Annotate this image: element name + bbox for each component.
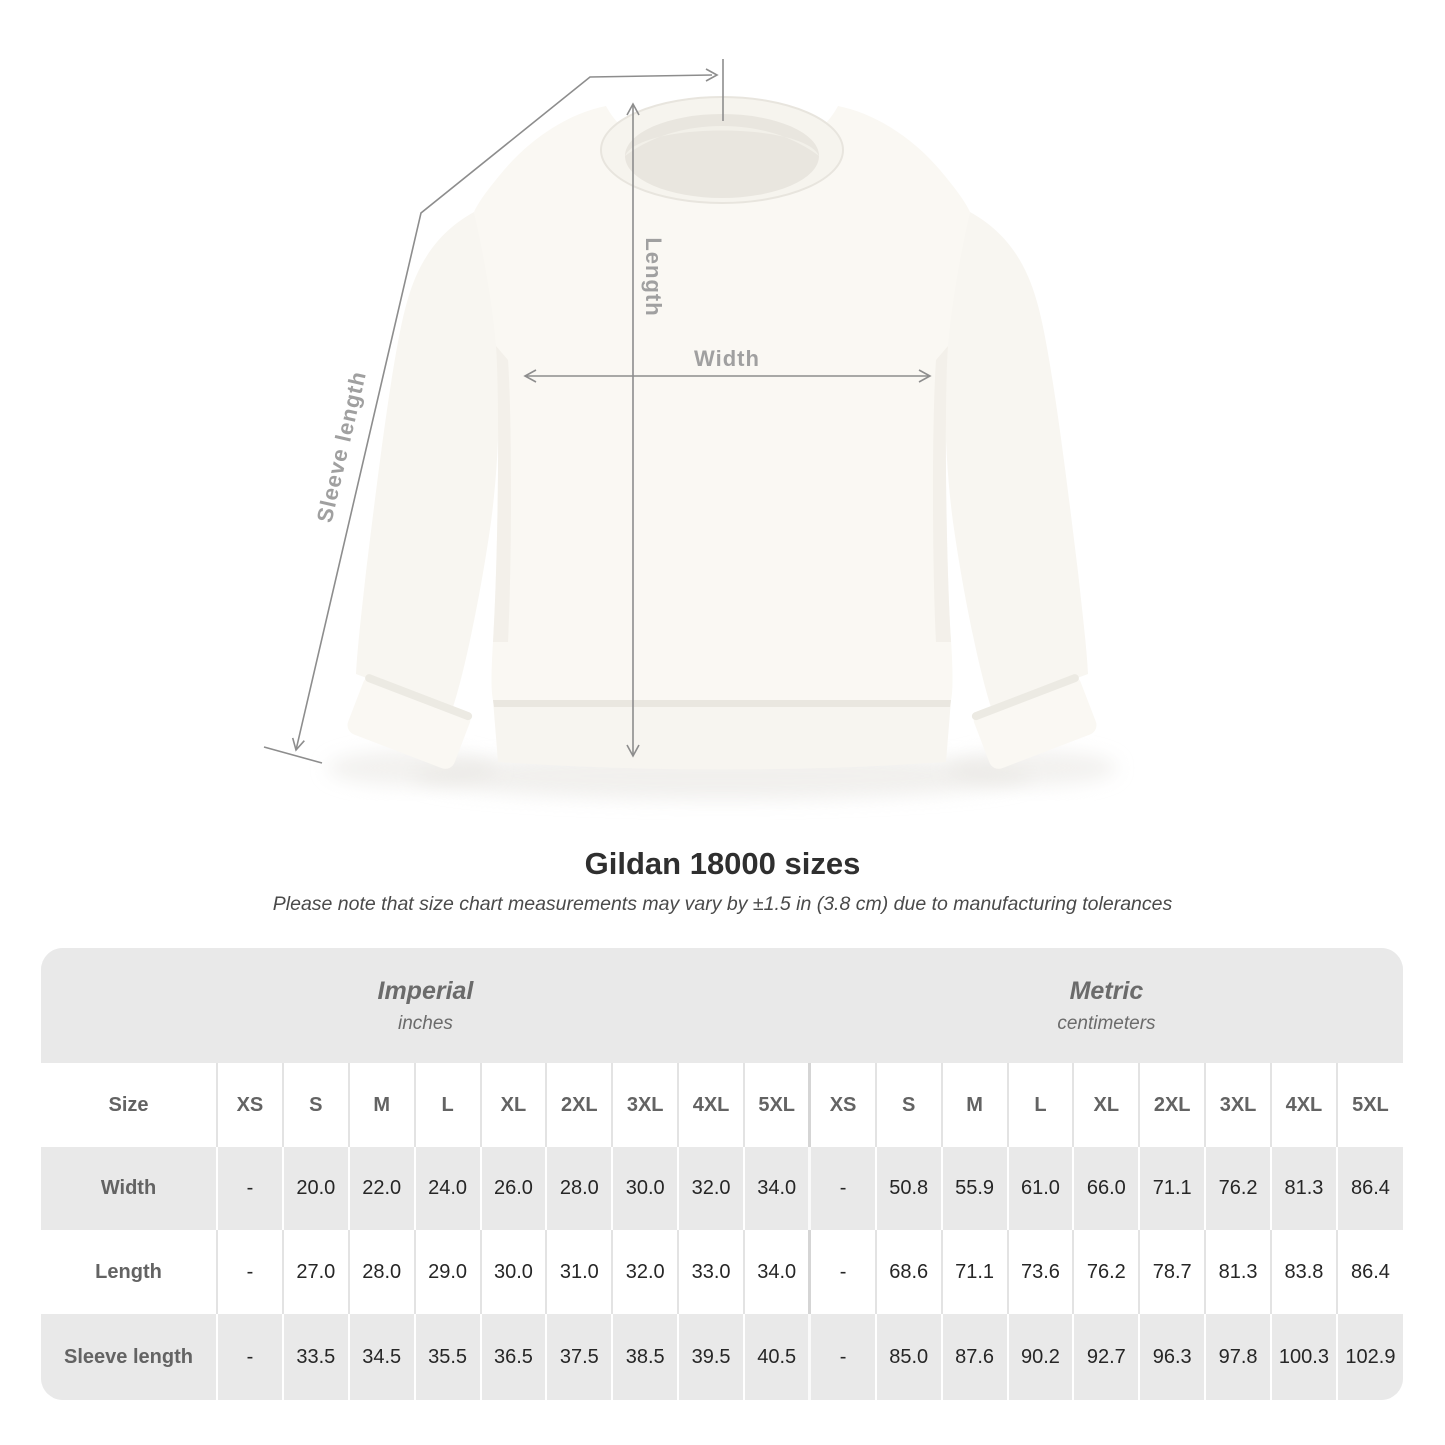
size-header: M bbox=[942, 1063, 1008, 1147]
size-header: 3XL bbox=[612, 1063, 678, 1147]
size-header: 5XL bbox=[1337, 1063, 1403, 1147]
table-row-length bbox=[41, 1230, 1403, 1314]
table-row-sleeve-length bbox=[41, 1314, 1403, 1400]
table-cell: 35.5 bbox=[415, 1314, 481, 1400]
table-cell: 92.7 bbox=[1073, 1314, 1139, 1400]
table-cell: 28.0 bbox=[546, 1147, 612, 1230]
table-cell: 26.0 bbox=[481, 1147, 547, 1230]
size-header: 4XL bbox=[678, 1063, 744, 1147]
table-cell: 90.2 bbox=[1008, 1314, 1074, 1400]
sleeve-length-dimension-label: Sleeve length bbox=[311, 368, 371, 525]
table-cell: 61.0 bbox=[1008, 1147, 1074, 1230]
imperial-group-title: Imperial bbox=[377, 976, 474, 1005]
imperial-group-header bbox=[41, 948, 810, 1063]
size-header: 2XL bbox=[546, 1063, 612, 1147]
table-cell: 27.0 bbox=[283, 1230, 349, 1314]
size-header: 4XL bbox=[1271, 1063, 1337, 1147]
table-cell: 37.5 bbox=[546, 1314, 612, 1400]
size-header: L bbox=[1008, 1063, 1074, 1147]
table-cell: 33.5 bbox=[283, 1314, 349, 1400]
table-cell: - bbox=[810, 1314, 876, 1400]
metric-group-title: Metric bbox=[1069, 976, 1144, 1005]
table-cell: 38.5 bbox=[612, 1314, 678, 1400]
length-dimension-label: Length bbox=[641, 237, 667, 317]
size-header: XL bbox=[481, 1063, 547, 1147]
table-cell: 73.6 bbox=[1008, 1230, 1074, 1314]
tolerance-note: Please note that size chart measurements may vary by ±1.5 in (3.8 cm) due to manufacturing tolerances bbox=[272, 893, 1173, 915]
table-cell: - bbox=[217, 1230, 283, 1314]
row-label-width: Width bbox=[41, 1147, 217, 1230]
size-header: 5XL bbox=[744, 1063, 810, 1147]
table-cell: 30.0 bbox=[481, 1230, 547, 1314]
table-cell: 50.8 bbox=[876, 1147, 942, 1230]
size-chart-title: Gildan 18000 sizes bbox=[584, 846, 861, 881]
table-cell: 39.5 bbox=[678, 1314, 744, 1400]
table-cell: - bbox=[217, 1147, 283, 1230]
size-header: 2XL bbox=[1139, 1063, 1205, 1147]
size-header: XS bbox=[810, 1063, 876, 1147]
table-cell: 87.6 bbox=[942, 1314, 1008, 1400]
size-header: XL bbox=[1073, 1063, 1139, 1147]
size-header: L bbox=[415, 1063, 481, 1147]
size-header: XS bbox=[217, 1063, 283, 1147]
table-cell: 71.1 bbox=[1139, 1147, 1205, 1230]
metric-group-header bbox=[810, 948, 1403, 1063]
table-row-width bbox=[41, 1147, 1403, 1230]
table-cell: 76.2 bbox=[1073, 1230, 1139, 1314]
table-cell: 66.0 bbox=[1073, 1147, 1139, 1230]
table-cell: 32.0 bbox=[678, 1147, 744, 1230]
table-cell: - bbox=[810, 1147, 876, 1230]
table-cell: 81.3 bbox=[1205, 1230, 1271, 1314]
size-header: S bbox=[876, 1063, 942, 1147]
table-cell: 97.8 bbox=[1205, 1314, 1271, 1400]
table-cell: 100.3 bbox=[1271, 1314, 1337, 1400]
table-cell: 81.3 bbox=[1271, 1147, 1337, 1230]
table-cell: 76.2 bbox=[1205, 1147, 1271, 1230]
size-corner-header: Size bbox=[41, 1063, 217, 1147]
table-cell: 20.0 bbox=[283, 1147, 349, 1230]
unit-group-row bbox=[41, 948, 1403, 1063]
table-cell: 31.0 bbox=[546, 1230, 612, 1314]
row-label-sleeve-length: Sleeve length bbox=[41, 1314, 217, 1400]
row-label-length: Length bbox=[41, 1230, 217, 1314]
size-header: S bbox=[283, 1063, 349, 1147]
table-cell: 86.4 bbox=[1337, 1230, 1403, 1314]
table-cell: 32.0 bbox=[612, 1230, 678, 1314]
table-cell: 102.9 bbox=[1337, 1314, 1403, 1400]
metric-group-unit: centimeters bbox=[1057, 1012, 1156, 1034]
table-cell: 34.0 bbox=[744, 1147, 810, 1230]
table-cell: 34.5 bbox=[349, 1314, 415, 1400]
table-cell: 30.0 bbox=[612, 1147, 678, 1230]
table-cell: 71.1 bbox=[942, 1230, 1008, 1314]
table-cell: - bbox=[217, 1314, 283, 1400]
table-cell: 40.5 bbox=[744, 1314, 810, 1400]
table-cell: 22.0 bbox=[349, 1147, 415, 1230]
table-cell: 78.7 bbox=[1139, 1230, 1205, 1314]
table-cell: 36.5 bbox=[481, 1314, 547, 1400]
table-cell: 29.0 bbox=[415, 1230, 481, 1314]
table-cell: 96.3 bbox=[1139, 1314, 1205, 1400]
table-cell: 83.8 bbox=[1271, 1230, 1337, 1314]
size-header: M bbox=[349, 1063, 415, 1147]
table-cell: 28.0 bbox=[349, 1230, 415, 1314]
table-cell: - bbox=[810, 1230, 876, 1314]
table-cell: 55.9 bbox=[942, 1147, 1008, 1230]
table-cell: 33.0 bbox=[678, 1230, 744, 1314]
table-cell: 85.0 bbox=[876, 1314, 942, 1400]
sweatshirt-graphic bbox=[345, 97, 1100, 772]
imperial-group-unit: inches bbox=[397, 1012, 453, 1034]
size-table bbox=[41, 948, 1403, 1400]
size-table-container bbox=[41, 948, 1403, 1400]
table-cell: 86.4 bbox=[1337, 1147, 1403, 1230]
table-cell: 24.0 bbox=[415, 1147, 481, 1230]
size-header-row bbox=[41, 1063, 1403, 1147]
size-header: 3XL bbox=[1205, 1063, 1271, 1147]
table-cell: 68.6 bbox=[876, 1230, 942, 1314]
table-cell: 34.0 bbox=[744, 1230, 810, 1314]
width-dimension-label: Width bbox=[694, 346, 760, 371]
